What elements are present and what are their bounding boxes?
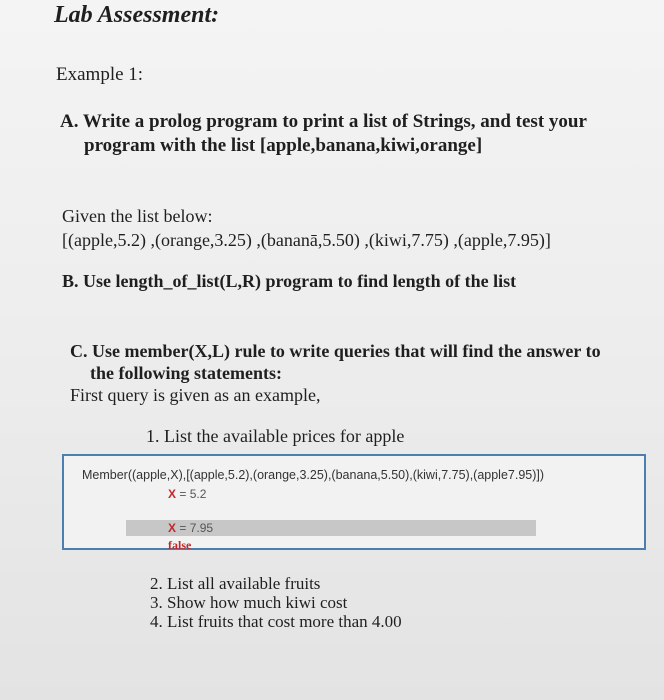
code-example-box — [62, 454, 646, 550]
result-variable: X — [168, 521, 177, 535]
result-variable: X — [168, 487, 177, 501]
remaining-list — [150, 574, 402, 631]
part-a — [60, 110, 620, 158]
page-title: Lab Assessment: — [54, 2, 220, 28]
query-result-2 — [168, 521, 213, 535]
query-result-1 — [168, 487, 206, 501]
given-intro: Given the list below: — [62, 206, 213, 226]
list-item: 3. Show how much kiwi cost — [150, 593, 348, 612]
part-c-line-3: First query is given as an example, — [70, 385, 321, 405]
result-value: = 5.2 — [179, 487, 207, 501]
part-c-line-2: the following statements: — [90, 363, 282, 383]
result-value: = 7.95 — [179, 521, 214, 535]
list-item: 4. List fruits that cost more than 4.00 — [150, 612, 402, 631]
given-section — [62, 204, 551, 252]
query-text: Member((apple,X),[(apple,5.2),(orange,3.25),(banana,5.50),(kiwi,7.75),(apple7.95)]) — [82, 468, 545, 482]
false-result: false — [168, 538, 192, 552]
part-a-line-2: program with the list [apple,banana,kiwi,orange] — [84, 135, 483, 156]
part-c-line-1: C. Use member(X,L) rule to write queries that will find the answer to — [70, 341, 601, 361]
part-a-line-1: A. Write a prolog program to print a list of Strings, and test your — [60, 111, 587, 132]
example-heading: Example 1: — [56, 64, 144, 85]
list-item: 2. List all available fruits — [150, 574, 321, 593]
given-list: [(apple,5.2) ,(orange,3.25) ,(bananā,5.50) ,(kiwi,7.75) ,(apple,7.95)] — [62, 230, 551, 250]
part-b: B. Use length_of_list(L,R) program to find length of the list — [62, 271, 517, 291]
list-item: 1. List the available prices for apple — [146, 426, 405, 446]
part-c — [70, 340, 640, 406]
